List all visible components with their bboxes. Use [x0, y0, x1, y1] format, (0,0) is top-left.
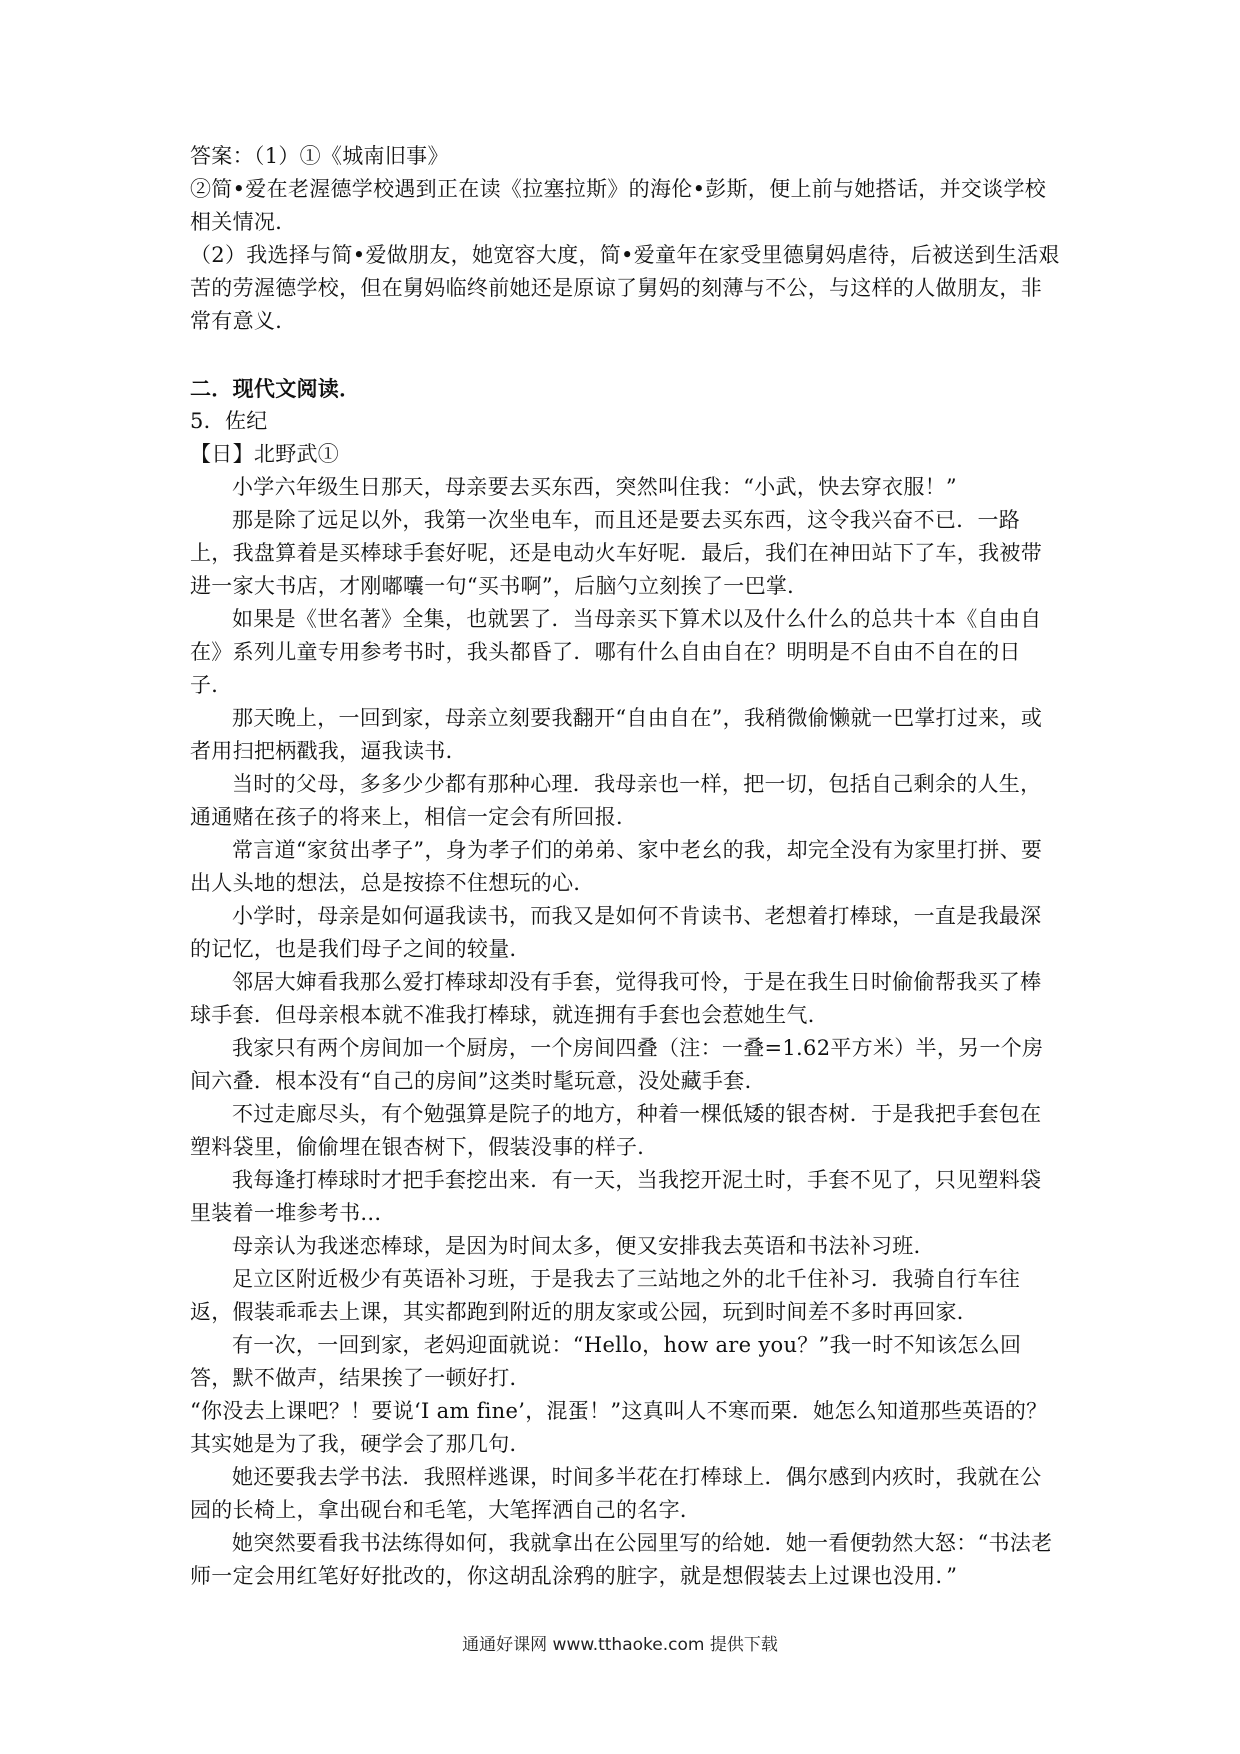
answer-block: [190, 140, 1060, 338]
paragraph: 小学时，母亲是如何逼我读书，而我又是如何不肯读书、老想着打棒球，一直是我最深的记忆，也是我们母子之间的较量．: [190, 904, 1042, 961]
paragraph: 小学六年级生日那天，母亲要去买东西，突然叫住我：“小武，快去穿衣服！”: [232, 475, 957, 499]
answer-line-3: （2）我选择与简•爱做朋友，她宽容大度，简•爱童年在家受里德舅妈虐待，后被送到生活艰苦的劳渥德学校，但在舅妈临终前她还是原谅了舅妈的刻薄与不公，与这样的人做朋友，非常有意义．: [190, 243, 1060, 333]
paragraph: 如果是《世名著》全集，也就罢了．当母亲买下算术以及什么什么的总共十本《自由自在》系列儿童专用参考书时，我头都昏了．哪有什么自由自在？明明是不自由不自在的日子．: [190, 607, 1042, 697]
paragraph: 常言道“家贫出孝子”，身为孝子们的弟弟、家中老幺的我，却完全没有为家里打拼、要出人头地的想法，总是按捺不住想玩的心．: [190, 838, 1043, 895]
paragraph: 有一次，一回到家，老妈迎面就说：“Hello，how are you？”我一时不知该怎么回答，默不做声，结果挨了一顿好打．: [190, 1333, 1022, 1390]
paragraph: 那天晚上，一回到家，母亲立刻要我翻开“自由自在”，我稍微偷懒就一巴掌打过来，或者用扫把柄戳我，逼我读书．: [190, 706, 1043, 763]
paragraph: “你没去上课吧？！要说‘I am fine’，混蛋！”这真叫人不寒而栗．她怎么知道那些英语的？其实她是为了我，硬学会了那几句．: [190, 1399, 1048, 1456]
paragraph: 母亲认为我迷恋棒球，是因为时间太多，便又安排我去英语和书法补习班．: [232, 1234, 935, 1258]
question-number: 5．佐纪: [190, 409, 268, 433]
paragraph: 当时的父母，多多少少都有那种心理．我母亲也一样，把一切，包括自己剩余的人生，通通赌在孩子的将来上，相信一定会有所回报．: [190, 772, 1042, 829]
section-gap: [190, 338, 1060, 372]
author-line: 【日】北野武①: [190, 442, 340, 466]
article-body: [190, 471, 1060, 1593]
paragraph: 她突然要看我书法练得如何，我就拿出在公园里写的给她．她一看便勃然大怒：“书法老师一定会用红笔好好批改的，你这胡乱涂鸦的脏字，就是想假装去上过课也没用．”: [190, 1531, 1053, 1588]
paragraph: 我每逢打棒球时才把手套挖出来．有一天，当我挖开泥土时，手套不见了，只见塑料袋里装着一堆参考书...: [190, 1168, 1042, 1225]
paragraph: 那是除了远足以外，我第一次坐电车，而且还是要去买东西，这令我兴奋不已．一路上，我盘算着是买棒球手套好呢，还是电动火车好呢．最后，我们在神田站下了车，我被带进一家大书店，才刚嘟囔一句“买书啊”，后脑勺立刻挨了一巴掌．: [190, 508, 1042, 598]
document-page: [190, 140, 1060, 1593]
paragraph: 不过走廊尽头，有个勉强算是院子的地方，种着一棵低矮的银杏树．于是我把手套包在塑料袋里，偷偷埋在银杏树下，假装没事的样子．: [190, 1102, 1042, 1159]
answer-line-2: ②简•爱在老渥德学校遇到正在读《拉塞拉斯》的海伦•彭斯，便上前与她搭话，并交谈学校相关情况．: [190, 177, 1047, 234]
section-title: 二．现代文阅读．: [190, 376, 361, 401]
paragraph: 邻居大婶看我那么爱打棒球却没有手套，觉得我可怜，于是在我生日时偷偷帮我买了棒球手套．但母亲根本就不准我打棒球，就连拥有手套也会惹她生气．: [190, 970, 1042, 1027]
page-footer: 通通好课网 www.tthaoke.com 提供下载: [462, 1635, 778, 1655]
answer-line-1: 答案：（1）①《城南旧事》: [190, 144, 449, 168]
paragraph: 我家只有两个房间加一个厨房，一个房间四叠（注：一叠=1.62平方米）半，另一个房间六叠．根本没有“自己的房间”这类时髦玩意，没处藏手套．: [190, 1036, 1044, 1093]
paragraph: 足立区附近极少有英语补习班，于是我去了三站地之外的北千住补习．我骑自行车往返，假装乖乖去上课，其实都跑到附近的朋友家或公园，玩到时间差不多时再回家．: [190, 1267, 1021, 1324]
paragraph: 她还要我去学书法．我照样逃课，时间多半花在打棒球上．偶尔感到内疚时，我就在公园的长椅上，拿出砚台和毛笔，大笔挥洒自己的名字．: [190, 1465, 1042, 1522]
